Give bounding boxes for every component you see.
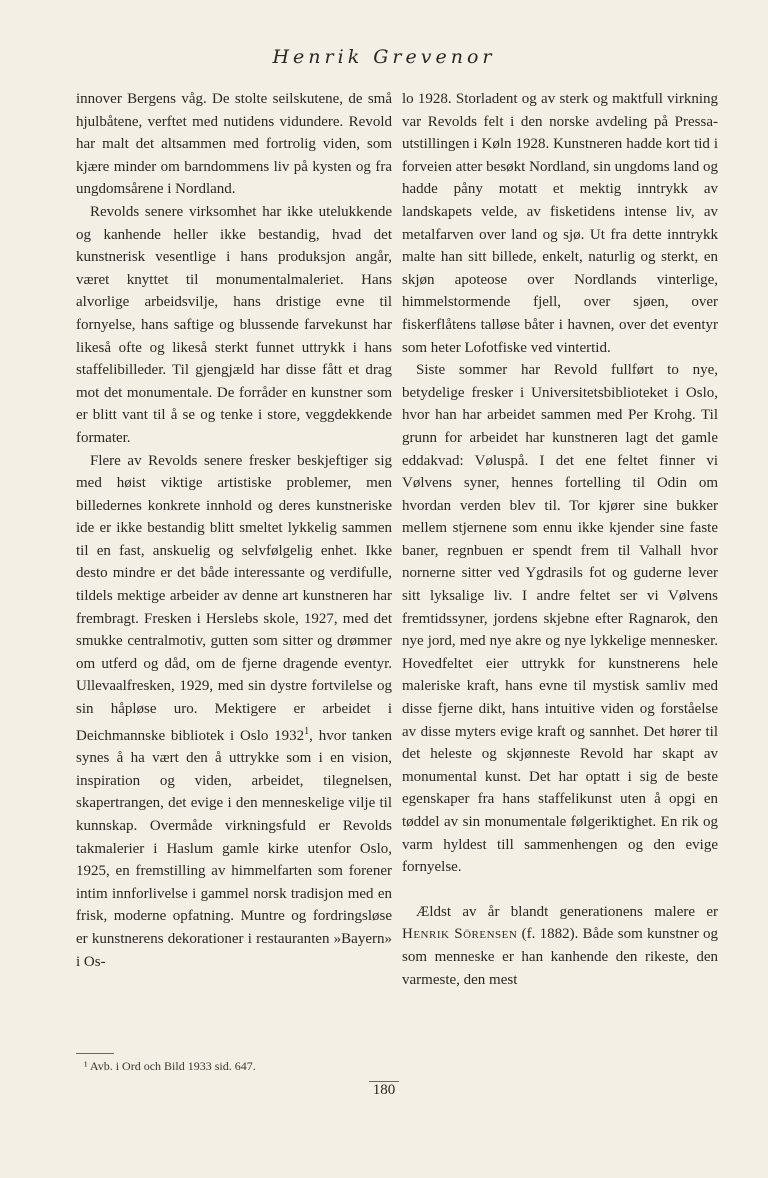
artist-name: Henrik Sörensen bbox=[402, 926, 518, 943]
paragraph-text: , hvor tanken synes å ha vært den å uttrykke som i en vision, inspiration og viden, arbeidet, tilegnelsen, skapertrangen, det evige i den menneskelige vilje til kunnskap. Overmåde virkningsfuld er Revolds takmalerier i Haslum gamle kirke utenfor Oslo, 1925, en fremstilling av himmelfarten som forener intim innforlivelse i gammel norsk tradisjon med en frisk, moderne opfatning. Muntre og fordringsløse er kunstnerens dekorationer i restauranten »Bayern» i Os- bbox=[76, 727, 392, 970]
paragraph: innover Bergens våg. De stolte seilskutene, de små hjulbåtene, verftet med nutidens vidundere. Revold har malt det altsammen med fortrolig viden, som kjære minder om barndommens liv på kysten og fra ungdomsårene i Nordland. bbox=[76, 91, 392, 198]
paragraph: lo 1928. Storladent og av sterk og maktfull virkning var Revolds felt i den norske avdeling på Pressa-utstillingen i Køln 1928. Kunstneren hadde kort tid i forveien atter besøkt Nordland, sin ungdoms land og hadde påny motatt et mektig inntrykk av landskapets velde, av fisketidens intense liv, av metalfarven over land og sjø. Ut fra dette inntrykk malte han sitt billede, enkelt, naturlig og sterkt, en skjøn apoteose over Nordlands vinterlige, himmelstormende fjell, over sjøen, over fiskerflåtens talløse båter i havnen, over det eventyr som heter Lofotfiske ved vintertid. bbox=[402, 91, 718, 356]
paragraph bbox=[402, 901, 718, 991]
left-column bbox=[76, 88, 392, 973]
running-header: Henrik Grevenor bbox=[272, 46, 496, 68]
paragraph: Revolds senere virksomhet har ikke utelukkende og kanhende heller ikke bestandig, hvad det kunstnerisk vesentlige i hans produksjon angår, været knyttet til monumentalmaleriet. Hans alvorlige arbeidsvilje, hans dristige evne til fornyelse, hans saftige og blussende farvekunst har likeså ofte og likeså sterkt funnet uttrykk i hans staffelibilleder. Til gjengjæld har disse fått et drag mot det monumentale. De forråder en kunstner som er blitt vant til å se og tenke i store, veggdekkende formater. bbox=[76, 203, 392, 446]
footnote-rule bbox=[76, 1053, 114, 1054]
paragraph-text: Flere av Revolds senere fresker beskjeftiger sig med høist viktige artistiske problemer, men billedernes konkrete innhold og deres kunstneriske ide er ikke bestandig blitt smeltet lykkelig sammen til en fast, anskuelig og selvfølgelig enhet. Ikke desto mindre er det både interessante og verdifulle, tildels mektige arbeider av denne art kunstneren har frembragt. Fresken i Herslebs skole, 1927, med det smukke centralmotiv, gutten som sitter og drømmer om utferd og dåd, om de fjerne dragende eventyr. Ullevaalfresken, 1929, med sin dystre fortvilelse og sin håpløse uro. Mektigere er arbeidet i Deichmannske bibliotek i Oslo 1932 bbox=[76, 452, 392, 744]
paragraph-text: (f. 1882). Både som kunstner og som menneske er han kanhende den rikeste, den varmeste, den mest bbox=[402, 926, 718, 988]
page-number-wrapper bbox=[0, 1082, 768, 1099]
page-number: 180 bbox=[369, 1081, 400, 1098]
footnote: ¹ Avb. i Ord och Bild 1933 sid. 647. bbox=[84, 1059, 256, 1073]
paragraph bbox=[76, 450, 392, 974]
paragraph: Siste sommer har Revold fullført to nye, betydelige fresker i Universitetsbiblioteket i Oslo, hvor han har arbeidet sammen med Per Krohg. Til grunn for arbeidet har kunstneren lagt det gamle eddakvad: Vøluspå. I det ene feltet finner vi Vølvens syner, hennes fortelling til Odin om hvordan verden blev til. Tor kjører sine bukker mellem stjernene som ennu ikke kjender sine faste baner, regnbuen er spendt frem til Valhall hvor nornerne sitter ved Ygdrasils fot og guderne lever sitt lyksalige liv. I andre feltet ser vi Vølvens fremtidssyner, jordens skjebne efter Ragnarok, den nye jord, med nye akre og nye lykkelige mennesker. Hovedfeltet eier uttrykk for kunstnerens hele maleriske kraft, hans evne til mystisk samliv med disse fjerne dikt, hans intuitive viden og forståelse av disse myters evige kraft og sannhet. Det hører til det heleste og skjønneste Revold har skapt av monumental kunst. Det har optatt i sig de beste egenskaper fra hans staffelikunst uten å opgi en tøddel av sin monumentale følgeriktighet. En rik og varm hyldest till sammenhengen og den evige fornyelse. bbox=[402, 362, 718, 876]
right-column bbox=[402, 88, 718, 991]
footnote-marker: 1 bbox=[304, 725, 310, 737]
paragraph-text: Ældst av år blandt generationens malere er bbox=[416, 903, 718, 920]
